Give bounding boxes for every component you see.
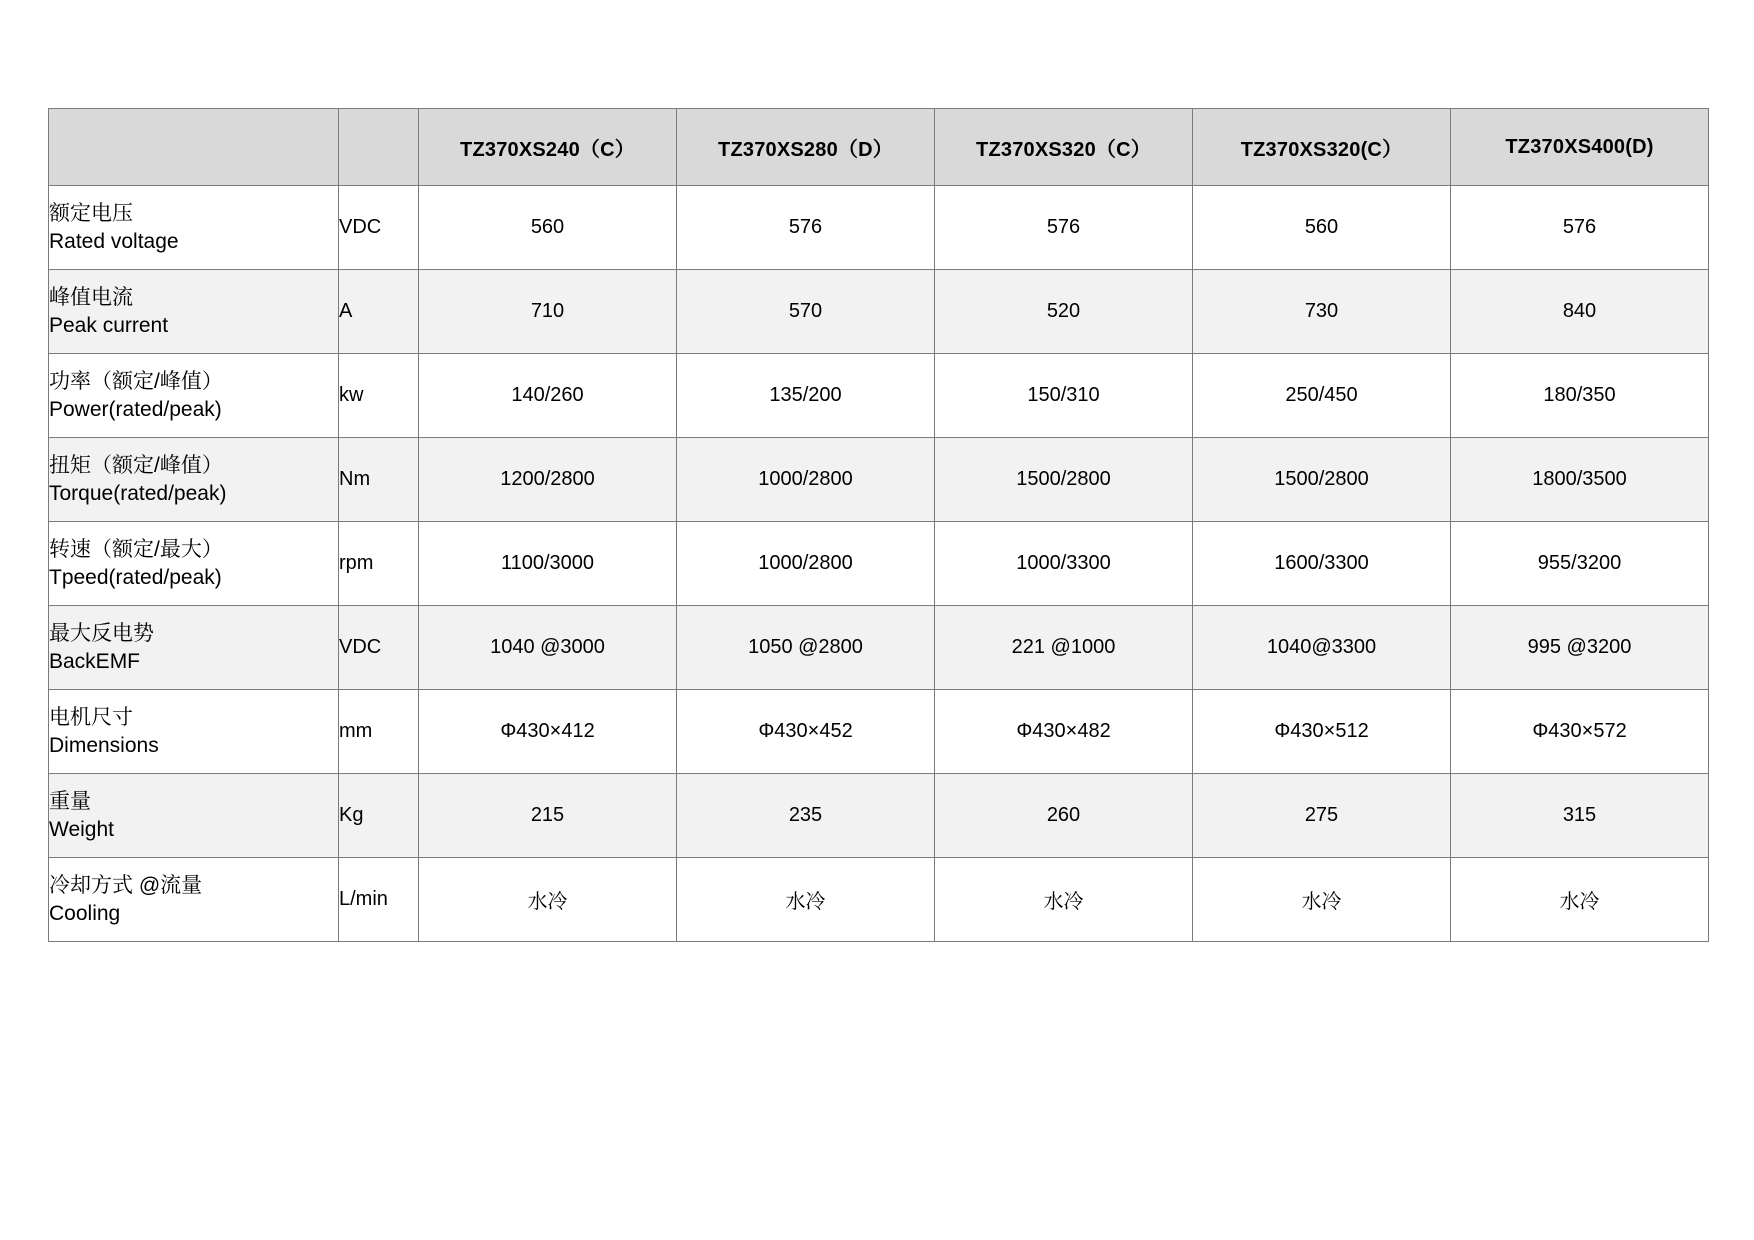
row-value-3: 576 — [935, 186, 1193, 270]
row-value-5: 1800/3500 — [1451, 438, 1709, 522]
row-label — [49, 606, 339, 690]
row-value-4: 1500/2800 — [1193, 438, 1451, 522]
row-value-4: 730 — [1193, 270, 1451, 354]
row-value-4: 1600/3300 — [1193, 522, 1451, 606]
row-value-2: 135/200 — [677, 354, 935, 438]
row-value-2: 576 — [677, 186, 935, 270]
row-value-5: 955/3200 — [1451, 522, 1709, 606]
row-label — [49, 438, 339, 522]
row-value-3: 150/310 — [935, 354, 1193, 438]
row-value-3: Φ430×482 — [935, 690, 1193, 774]
row-value-5: 180/350 — [1451, 354, 1709, 438]
row-label-cn: 最大反电势 — [49, 621, 154, 645]
row-unit: VDC — [339, 606, 419, 690]
row-label-cn: 冷却方式 @流量 — [49, 873, 203, 897]
row-unit: A — [339, 270, 419, 354]
row-value-5: 水冷 — [1451, 858, 1709, 942]
header-corner-cell — [49, 109, 339, 186]
row-value-1: 215 — [419, 774, 677, 858]
row-value-1: Φ430×412 — [419, 690, 677, 774]
row-value-3: 260 — [935, 774, 1193, 858]
table-row — [49, 858, 1709, 942]
row-label — [49, 270, 339, 354]
row-label-cn: 转速（额定/最大） — [49, 537, 223, 561]
row-value-5: Φ430×572 — [1451, 690, 1709, 774]
row-value-1: 560 — [419, 186, 677, 270]
row-value-3: 221 @1000 — [935, 606, 1193, 690]
header-model-4: TZ370XS320(C） — [1193, 109, 1451, 186]
row-value-4: 275 — [1193, 774, 1451, 858]
row-label-en: Torque(rated/peak) — [49, 481, 227, 505]
row-value-3: 水冷 — [935, 858, 1193, 942]
row-unit: rpm — [339, 522, 419, 606]
row-value-2: 1000/2800 — [677, 522, 935, 606]
row-value-2: 1000/2800 — [677, 438, 935, 522]
row-label — [49, 354, 339, 438]
row-value-2: 235 — [677, 774, 935, 858]
table-row — [49, 438, 1709, 522]
row-value-3: 1000/3300 — [935, 522, 1193, 606]
row-label — [49, 522, 339, 606]
row-value-5: 840 — [1451, 270, 1709, 354]
table-row — [49, 522, 1709, 606]
row-value-4: 250/450 — [1193, 354, 1451, 438]
row-label — [49, 774, 339, 858]
table-header-row — [49, 109, 1709, 186]
row-label-en: Rated voltage — [49, 229, 179, 253]
row-value-3: 1500/2800 — [935, 438, 1193, 522]
row-label-en: Weight — [49, 817, 114, 841]
table-body — [49, 186, 1709, 942]
row-unit: Kg — [339, 774, 419, 858]
row-value-5: 315 — [1451, 774, 1709, 858]
table-header — [49, 109, 1709, 186]
row-value-5: 576 — [1451, 186, 1709, 270]
row-label-cn: 扭矩（额定/峰值） — [49, 453, 223, 477]
row-label-cn: 重量 — [49, 789, 91, 813]
row-value-4: 560 — [1193, 186, 1451, 270]
header-model-3: TZ370XS320（C） — [935, 109, 1193, 186]
row-value-3: 520 — [935, 270, 1193, 354]
table-row — [49, 270, 1709, 354]
row-value-1: 1100/3000 — [419, 522, 677, 606]
row-value-2: 1050 @2800 — [677, 606, 935, 690]
row-label-cn: 功率（额定/峰值） — [49, 369, 223, 393]
row-label-en: Peak current — [49, 313, 169, 337]
row-value-1: 710 — [419, 270, 677, 354]
motor-specification-table — [48, 108, 1709, 942]
row-unit: kw — [339, 354, 419, 438]
row-value-5: 995 @3200 — [1451, 606, 1709, 690]
row-value-1: 1040 @3000 — [419, 606, 677, 690]
row-value-1: 140/260 — [419, 354, 677, 438]
row-value-1: 1200/2800 — [419, 438, 677, 522]
row-label — [49, 186, 339, 270]
row-label-en: Tpeed(rated/peak) — [49, 565, 222, 589]
row-unit: mm — [339, 690, 419, 774]
row-value-2: Φ430×452 — [677, 690, 935, 774]
header-model-5: TZ370XS400(D) — [1451, 109, 1709, 186]
table-row — [49, 690, 1709, 774]
row-value-4: Φ430×512 — [1193, 690, 1451, 774]
header-unit-cell — [339, 109, 419, 186]
row-value-2: 水冷 — [677, 858, 935, 942]
row-value-4: 1040@3300 — [1193, 606, 1451, 690]
row-label-en: Power(rated/peak) — [49, 397, 222, 421]
row-label-cn: 额定电压 — [49, 201, 133, 225]
table-row — [49, 606, 1709, 690]
row-value-1: 水冷 — [419, 858, 677, 942]
row-unit: L/min — [339, 858, 419, 942]
row-value-2: 570 — [677, 270, 935, 354]
row-label-en: BackEMF — [49, 649, 141, 673]
header-model-1: TZ370XS240（C） — [419, 109, 677, 186]
row-label-en: Cooling — [49, 901, 121, 925]
header-model-2: TZ370XS280（D） — [677, 109, 935, 186]
row-unit: VDC — [339, 186, 419, 270]
row-label-cn: 电机尺寸 — [49, 705, 133, 729]
row-label-en: Dimensions — [49, 733, 159, 757]
row-unit: Nm — [339, 438, 419, 522]
table-row — [49, 186, 1709, 270]
row-value-4: 水冷 — [1193, 858, 1451, 942]
table-row — [49, 354, 1709, 438]
table-row — [49, 774, 1709, 858]
row-label — [49, 858, 339, 942]
row-label-cn: 峰值电流 — [49, 285, 133, 309]
row-label — [49, 690, 339, 774]
